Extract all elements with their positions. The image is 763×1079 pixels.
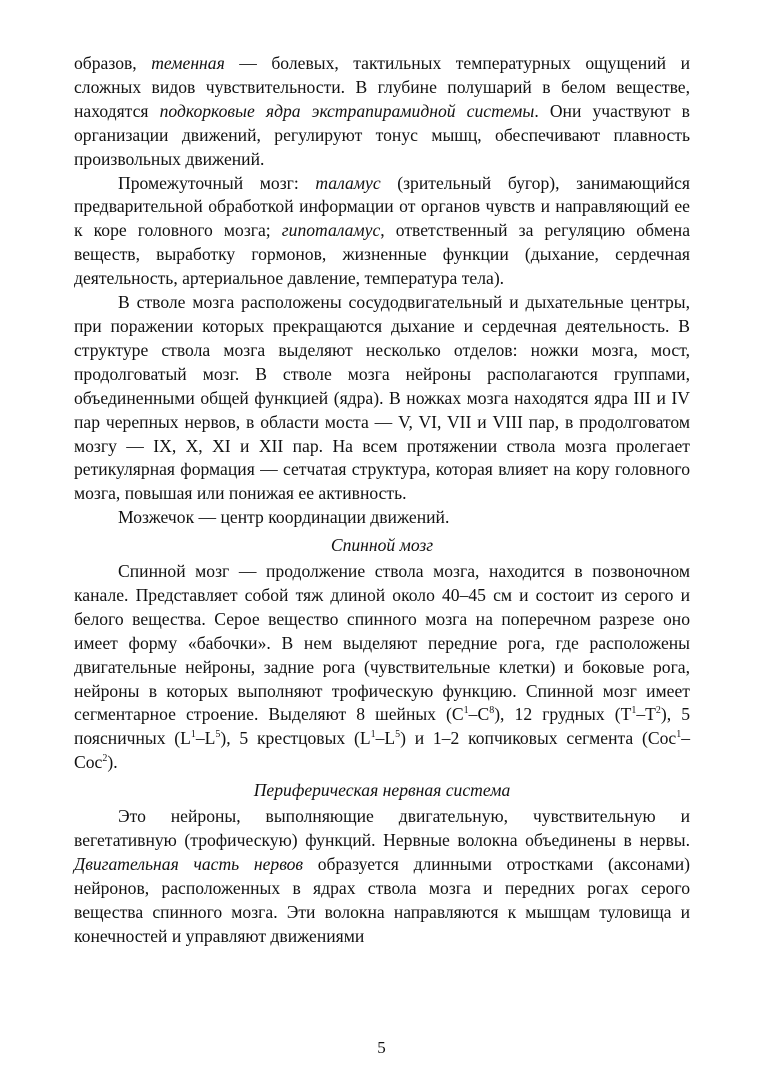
superscript: 8 (489, 705, 495, 717)
superscript: 1 (631, 705, 637, 717)
italic-term: подкорковые ядра экстрапирамидной системы (159, 100, 535, 121)
section-heading-spinal-cord: Спинной мозг (330, 535, 434, 556)
text: –L (375, 728, 396, 749)
superscript: 1 (676, 729, 682, 741)
paragraph-cortex (74, 52, 690, 172)
paragraph-peripheral (74, 805, 690, 948)
paragraph-brainstem: В стволе мозга расположены сосудодвигательный и дыхательные центры, при поражении которых прекращаются дыхание и сердечная деятельность. В структуре ствола мозга выделяют несколько отделов: ножки мозга, мост, продолговатый мозг. В стволе мозга нейроны располагаются группами, объединенными общей функцией (ядра). В ножках мозга находятся ядра III и IV пар черепных нервов, в области моста — V, VI, VII и VIII пар, в продолговатом мозгу — IX, X, XI и XII пар. На всем протяжении ствола мозга пролегает ретикулярная формация — сетчатая структура, которая влияет на кору головного мозга, повышая или понижая ее активность. (74, 292, 690, 504)
superscript: 2 (102, 753, 108, 765)
superscript: 1 (370, 729, 376, 741)
superscript: 1 (190, 729, 196, 741)
italic-term: гипоталамус (281, 220, 381, 241)
page-number: 5 (377, 1038, 386, 1057)
text: –Coc (74, 728, 690, 773)
text: Спинной мозг — продолжение ствола мозга, находится в позвоночном канале. Представляет собой тяж длиной около 40–45 см и состоит из серого и белого вещества. Серое вещество спинного мозга на поперечном разрезе оно имеет форму «бабочки». В нем выделяют передние рога, где расположены двигательные нейроны, задние рога (чувствительные клетки) и боковые рога, нейроны в которых выполняют трофическую функцию. Спинной мозг имеет сегментарное строение. Выделяют 8 шейных (C (74, 561, 690, 725)
section-heading-peripheral: Периферическая нервная система (253, 780, 511, 801)
text: ). (107, 752, 118, 773)
superscript: 2 (655, 705, 661, 717)
text: ), 5 поясничных (L (74, 704, 691, 749)
superscript: 5 (215, 729, 221, 741)
text: Промежуточный мозг: (118, 172, 316, 193)
text: . Они участвуют в организации движений, регулируют тонус мышц, обеспечивают плавность произвольных движений. (74, 100, 690, 169)
text: — болевых, тактильных температурных ощущений и сложных видов чувствительности. В глубине полушарий в белом веществе, находятся (74, 53, 690, 121)
italic-term: теменная (151, 53, 225, 73)
page-text (74, 52, 690, 949)
text: –L (195, 728, 216, 749)
text: –T (636, 704, 656, 725)
text: Это нейроны, выполняющие двигательную, чувствительную и вегетативную (трофическую) функций. Нервные волокна объединены в нервы. (74, 806, 690, 850)
text: , ответственный за регуляцию обмена веществ, выработку гормонов, жизненные функции (дыхание, сердечная деятельность, артериальное давление, температура тела). (74, 220, 690, 289)
paragraph-cerebellum: Мозжечок — центр координации движений. (118, 507, 450, 528)
text: ), 12 грудных (T (494, 704, 632, 725)
text: образов, (74, 53, 152, 73)
text: образуется длинными отростками (аксонами) нейронов, расположенных в ядрах ствола мозга и передних рогах серого вещества спинного мозга. Эти волокна направляются к мышцам туловища и конечностей и управляют движениями (74, 853, 690, 946)
italic-term: таламус (315, 172, 381, 193)
superscript: 1 (463, 705, 469, 717)
paragraph-diencephalon (74, 172, 690, 292)
text: ), 5 крестцовых (L (220, 728, 371, 749)
text: ) и 1–2 копчиковых сегмента (Coc (400, 728, 677, 749)
italic-term: Двигательная часть нервов (74, 853, 304, 874)
paragraph-spinal-cord (74, 560, 690, 775)
text: (зрительный бугор), занимающийся предварительной обработкой информации от органов чувств и направляющий ее к коре головного мозга; (74, 172, 690, 241)
text: –C (468, 704, 490, 725)
superscript: 5 (395, 729, 401, 741)
